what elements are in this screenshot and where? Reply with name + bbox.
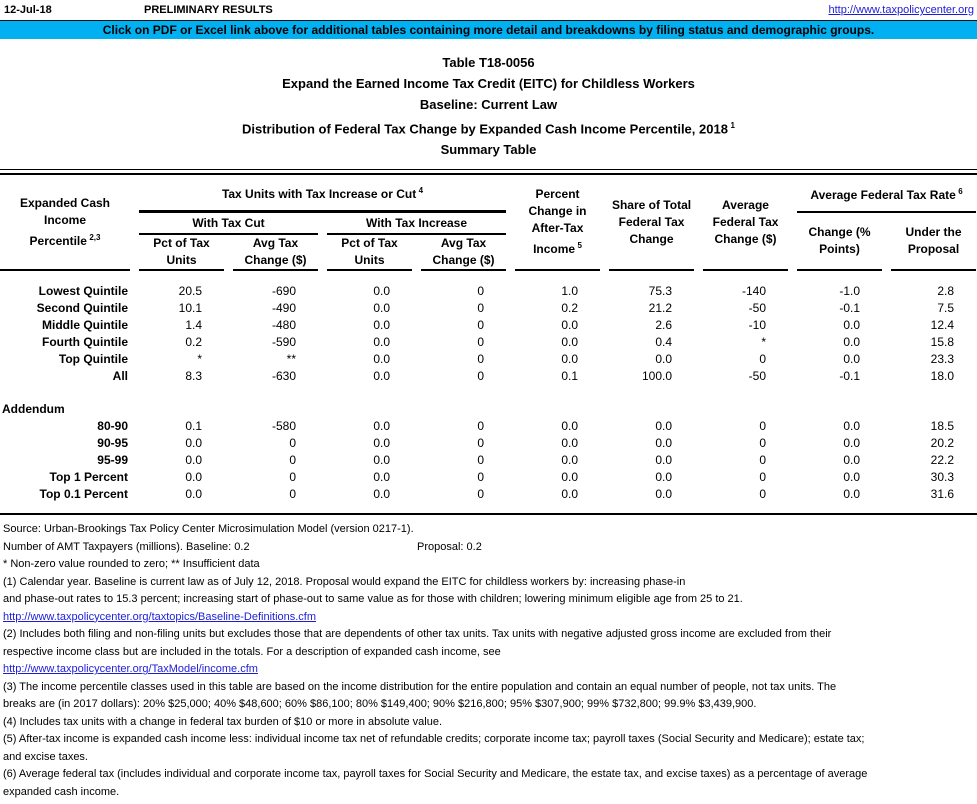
footnote-line xyxy=(0,556,977,574)
row-label: 95-99 xyxy=(97,453,128,468)
table-cell: 0.0 xyxy=(655,436,673,451)
table-cell: 0.0 xyxy=(843,436,861,451)
table-cell: 0.0 xyxy=(185,453,202,468)
table-cell: 0.0 xyxy=(843,335,861,350)
group-header-tax-units: Tax Units with Tax Increase or Cut $^4$ xyxy=(139,175,506,213)
table-cell: 0.0 xyxy=(373,487,390,502)
table-cell: 0.0 xyxy=(373,301,390,316)
data-table xyxy=(0,175,977,513)
note-text: and phase-out rates to 15.3 percent; increasing start of phase-out to same value as for those with children; lowering minimum eligible age from 25 to 21. xyxy=(3,593,743,606)
table-row xyxy=(0,271,976,300)
table-cell: 0 xyxy=(289,436,296,451)
note-text: expanded cash income. xyxy=(3,785,120,798)
table-cell: 0 xyxy=(289,453,296,468)
table-cell: 0 xyxy=(477,369,485,384)
table-cell: -0.1 xyxy=(839,301,861,316)
table-cell: 7.5 xyxy=(937,301,955,316)
note-text: Number of AMT Taxpayers (millions). Baseline: 0.2 xyxy=(3,540,250,553)
row-label: Fourth Quintile xyxy=(42,335,128,350)
table-cell: ** xyxy=(286,352,296,367)
table-cell: 0 xyxy=(289,487,296,502)
col-header-share-total: Share of Total Federal Tax Change xyxy=(609,175,694,271)
table-cell: 0.0 xyxy=(561,419,579,434)
title-summary: Summary Table xyxy=(440,142,537,158)
table-cell: -0.1 xyxy=(839,369,861,384)
page-header xyxy=(0,0,977,20)
table-cell: 0.0 xyxy=(373,318,390,333)
note-text: (4) Includes tax units with a change in federal tax burden of $10 or more in absolute value. xyxy=(3,715,443,728)
table-cell: 0.0 xyxy=(185,470,202,485)
row-label: 90-95 xyxy=(97,436,128,451)
status-label: PRELIMINARY RESULTS xyxy=(144,4,273,16)
table-cell: 0.0 xyxy=(561,318,579,333)
subgroup-header-with-tax-increase: With Tax Increase xyxy=(327,213,506,235)
table-body xyxy=(0,271,976,513)
table-cell: 20.5 xyxy=(178,284,202,299)
table-cell: 0.0 xyxy=(185,487,202,502)
table-cell: 0.0 xyxy=(373,470,390,485)
table-cell: 0.0 xyxy=(373,419,390,434)
table-cell: 0.0 xyxy=(561,352,579,367)
table-cell: 0.0 xyxy=(373,335,390,350)
table-cell: 0.1 xyxy=(185,419,202,434)
table-cell: 100.0 xyxy=(641,369,673,384)
note-text: breaks are (in 2017 dollars): 20% $25,000; 40% $48,600; 60% $86,100; 80% $149,400; 90% $216,800; 95% $307,900; 99% $732,800; 99.9% $3,439,900. xyxy=(3,698,757,711)
note-text: respective income class but are included in the totals. For a description of expanded cash income, see xyxy=(3,645,501,658)
table-cell: 0 xyxy=(759,352,767,367)
table-cell: 0 xyxy=(289,470,296,485)
table-cell: 0.0 xyxy=(843,470,861,485)
table-section xyxy=(0,169,977,515)
table-cell: 0.0 xyxy=(561,436,579,451)
table-cell: 0 xyxy=(759,453,767,468)
note-text: and excise taxes. xyxy=(3,750,88,763)
table-cell: 21.2 xyxy=(648,301,673,316)
row-label: 80-90 xyxy=(97,419,128,434)
note-text: (5) After-tax income is expanded cash income less: individual income tax net of refundable credits; corporate income tax; payroll taxes (Social Security and Medicare); estate tax; xyxy=(3,733,865,746)
table-cell: 2.8 xyxy=(937,284,955,299)
table-cell: 0 xyxy=(477,453,485,468)
table-cell: 10.1 xyxy=(178,301,202,316)
table-row xyxy=(0,300,976,317)
table-cell: 1.0 xyxy=(561,284,579,299)
table-cell: 0.0 xyxy=(843,487,861,502)
table-cell: 0.0 xyxy=(655,470,673,485)
table-cell: 75.3 xyxy=(648,284,673,299)
table-cell: 0.2 xyxy=(561,301,579,316)
table-cell: 30.3 xyxy=(930,470,955,485)
note-link[interactable]: http://www.taxpolicycenter.org/TaxModel/income.cfm xyxy=(3,663,258,676)
table-cell: 0.0 xyxy=(655,419,673,434)
table-cell: 0.2 xyxy=(185,335,202,350)
table-cell: 0.0 xyxy=(373,453,390,468)
table-cell: 20.2 xyxy=(930,436,955,451)
table-row xyxy=(0,435,976,452)
col-header-rate-change: Change (% Points) xyxy=(797,213,882,271)
col-header-pct-units-cut: Pct of Tax Units xyxy=(139,235,224,271)
table-cell: 15.8 xyxy=(930,335,955,350)
col-header-percentile: Expanded Cash Income Percentile $^{2,3}$ xyxy=(0,175,130,271)
footnote-line xyxy=(0,574,977,592)
table-header xyxy=(0,175,976,271)
row-label: All xyxy=(112,369,128,384)
table-cell: 0 xyxy=(477,335,485,350)
date-label: 12-Jul-18 xyxy=(4,4,52,16)
table-row xyxy=(0,351,976,368)
table-cell: 12.4 xyxy=(930,318,955,333)
table-cell: 0.0 xyxy=(373,284,390,299)
table-cell: 0.0 xyxy=(655,453,673,468)
table-cell: 0 xyxy=(477,318,485,333)
note-text: (2) Includes both filing and non-filing units but excludes those that are dependents of other tax units. Tax units with negative adjusted gross income are excluded from their xyxy=(3,628,832,641)
group-header-avg-fed-rate: Average Federal Tax Rate $^6$ xyxy=(797,175,976,213)
table-cell: 0 xyxy=(759,419,767,434)
table-row xyxy=(0,469,976,486)
footnote-line xyxy=(0,714,977,732)
note-text-right: Proposal: 0.2 xyxy=(417,540,482,553)
table-cell: -590 xyxy=(271,335,296,350)
table-cell: 23.3 xyxy=(930,352,955,367)
footnote-line xyxy=(0,539,977,557)
table-number: Table T18-0056 xyxy=(442,55,535,70)
title-distribution: Distribution of Federal Tax Change by Expanded Cash Income Percentile, 2018 $^1$ xyxy=(241,121,735,137)
footnote-line xyxy=(0,626,977,644)
footnote-line xyxy=(0,784,977,802)
table-cell: 0 xyxy=(477,470,485,485)
spacer-row xyxy=(0,385,976,401)
note-text: (3) The income percentile classes used in this table are based on the income distribution for the entire population and contain an equal number of people, not tax units. The xyxy=(3,680,837,693)
note-text: * Non-zero value rounded to zero; ** Insufficient data xyxy=(3,558,260,571)
table-cell: 0.0 xyxy=(373,436,390,451)
table-cell: 0.0 xyxy=(655,487,673,502)
row-label: Addendum xyxy=(2,402,65,417)
table-cell: -580 xyxy=(271,419,296,434)
table-row xyxy=(0,486,976,513)
table-cell: -480 xyxy=(271,318,296,333)
title-block xyxy=(0,52,977,160)
table-cell: * xyxy=(197,352,202,367)
table-cell: 0 xyxy=(477,436,485,451)
footnote-line xyxy=(0,749,977,767)
row-label: Top 1 Percent xyxy=(49,470,128,485)
table-cell: -1.0 xyxy=(839,284,861,299)
table-cell: -50 xyxy=(748,369,767,384)
table-row xyxy=(0,334,976,351)
table-cell: 18.0 xyxy=(930,369,955,384)
footnote-line xyxy=(0,591,977,609)
table-cell: 0 xyxy=(477,419,485,434)
subgroup-header-with-tax-cut: With Tax Cut xyxy=(139,213,318,235)
table-cell: 31.6 xyxy=(930,487,955,502)
table-cell: 1.4 xyxy=(185,318,202,333)
row-label: Lowest Quintile xyxy=(38,284,128,299)
table-cell: 0.0 xyxy=(561,335,579,350)
footnote-line xyxy=(0,609,977,627)
table-cell: 0.0 xyxy=(561,453,579,468)
table-cell: -140 xyxy=(741,284,767,299)
footnote-line xyxy=(0,731,977,749)
table-row xyxy=(0,368,976,385)
table-cell: 0.0 xyxy=(843,352,861,367)
col-header-pct-units-increase: Pct of Tax Units xyxy=(327,235,412,271)
table-cell: 0.0 xyxy=(373,369,390,384)
note-text: Source: Urban-Brookings Tax Policy Center Microsimulation Model (version 0217-1). xyxy=(3,523,414,536)
col-header-avg-change-cut: Avg Tax Change ($) xyxy=(233,235,318,271)
table-cell: 0.4 xyxy=(655,335,673,350)
note-text: (6) Average federal tax (includes individual and corporate income tax, payroll taxes for Social Security and Medicare, the estate tax, and excise taxes) as a percentage of average xyxy=(3,768,868,781)
title-proposal: Expand the Earned Income Tax Credit (EITC) for Childless Workers xyxy=(282,76,695,91)
table-cell: 0 xyxy=(477,301,485,316)
table-cell: -690 xyxy=(271,284,296,299)
row-label: Top 0.1 Percent xyxy=(39,487,128,502)
table-cell: -630 xyxy=(271,369,296,384)
footnotes xyxy=(0,515,977,801)
table-cell: 0 xyxy=(477,352,485,367)
table-cell: 0.0 xyxy=(561,487,579,502)
table-cell: 2.6 xyxy=(655,318,673,333)
note-link[interactable]: http://www.taxpolicycenter.org/taxtopics/Baseline-Definitions.cfm xyxy=(3,610,317,623)
col-header-avg-fed-change: Average Federal Tax Change ($) xyxy=(703,175,788,271)
table-cell: 0.0 xyxy=(561,470,579,485)
footnote-line xyxy=(0,679,977,697)
table-cell: 0.0 xyxy=(373,352,390,367)
table-cell: -50 xyxy=(748,301,767,316)
table-cell: 0.1 xyxy=(561,369,579,384)
table-cell: -10 xyxy=(748,318,767,333)
col-header-under-proposal: Under the Proposal xyxy=(891,213,976,271)
footnote-line xyxy=(0,644,977,662)
table-cell: 0.0 xyxy=(843,453,861,468)
table-cell: 0 xyxy=(759,487,767,502)
table-row xyxy=(0,452,976,469)
table-cell: 18.5 xyxy=(930,419,955,434)
table-cell: 0 xyxy=(759,436,767,451)
notice-banner: Click on PDF or Excel link above for additional tables containing more detail and breakdowns by filing status and demographic groups. xyxy=(0,20,977,39)
table-cell: * xyxy=(761,335,767,350)
table-cell: 0 xyxy=(477,284,485,299)
site-link[interactable]: http://www.taxpolicycenter.org xyxy=(828,4,974,16)
row-label: Second Quintile xyxy=(36,301,128,316)
section-row xyxy=(0,401,976,418)
col-header-pct-change-after-tax: Percent Change in After-Tax Income $^5$ xyxy=(515,175,600,271)
table-cell: 0 xyxy=(477,487,485,502)
table-cell: 0.0 xyxy=(655,352,673,367)
table-cell: -490 xyxy=(271,301,296,316)
table-cell: 0.0 xyxy=(185,436,202,451)
footnote-line xyxy=(0,766,977,784)
col-header-avg-change-increase: Avg Tax Change ($) xyxy=(421,235,506,271)
table-cell: 0.0 xyxy=(843,318,861,333)
table-row xyxy=(0,418,976,435)
footnote-line xyxy=(0,696,977,714)
row-label: Top Quintile xyxy=(58,352,128,367)
table-cell: 8.3 xyxy=(185,369,202,384)
footnote-line xyxy=(0,661,977,679)
table-cell: 0.0 xyxy=(843,419,861,434)
note-text: (1) Calendar year. Baseline is current law as of July 12, 2018. Proposal would expand the EITC for childless workers by: increasing phase-in xyxy=(3,575,686,588)
title-baseline: Baseline: Current Law xyxy=(419,97,558,112)
table-cell: 0 xyxy=(759,470,767,485)
table-row xyxy=(0,317,976,334)
row-label: Middle Quintile xyxy=(42,318,128,333)
table-cell: 22.2 xyxy=(930,453,955,468)
footnote-line xyxy=(0,521,977,539)
